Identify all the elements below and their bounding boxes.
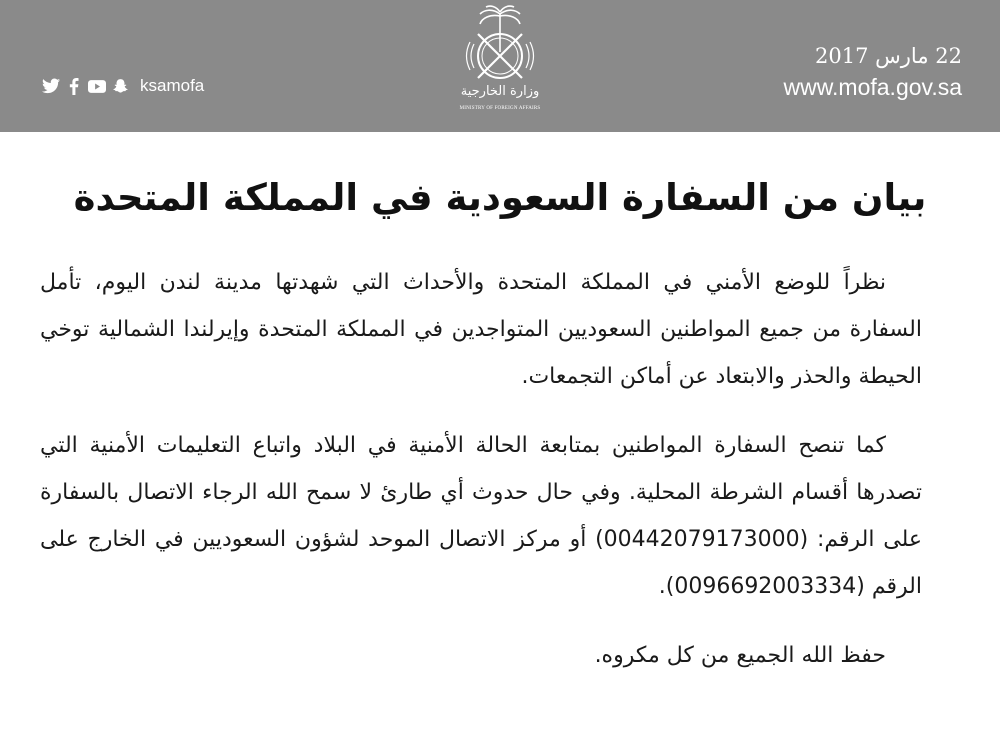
social-handle[interactable]: ksamofa: [140, 76, 205, 95]
statement-title: بيان من السفارة السعودية في المملكة المتحدة: [73, 176, 927, 219]
twitter-icon[interactable]: [42, 77, 60, 95]
statement-paragraph-2: كما تنصح السفارة المواطنين بمتابعة الحالة الأمنية في البلاد واتباع التعليمات الأمنية التي تصدرها أقسام الشرطة المحلية. وفي حال حدوث أي طارئ لا سمح الله الرجاء الاتصال بالسفارة على الرقم: (00442079173000) أو مركز الاتصال الموحد لشؤون السعوديين في الخارج على الرقم (0096692003334).: [40, 433, 923, 599]
snapchat-icon[interactable]: [111, 77, 129, 95]
header-banner: [0, 0, 1000, 132]
statement-body: [40, 176, 960, 679]
facebook-icon[interactable]: [65, 77, 83, 95]
youtube-icon[interactable]: [88, 77, 106, 95]
social-links: [42, 76, 204, 96]
logo-arabic-text: وزارة الخارجية: [460, 84, 540, 99]
statement-date: 22 مارس 2017: [815, 44, 962, 68]
statement-closing: حفظ الله الجميع من كل مكروه.: [594, 643, 886, 668]
logo-english-text: MINISTRY OF FOREIGN AFFAIRS: [459, 106, 541, 111]
website-link[interactable]: www.mofa.gov.sa: [783, 74, 962, 100]
statement-paragraph-1: نظراً للوضع الأمني في المملكة المتحدة والأحداث التي شهدتها مدينة لندن اليوم، تأمل السفارة من جميع المواطنين السعوديين المتواجدين في المملكة المتحدة وإيرلندا الشمالية توخي الحيطة والحذر والابتعاد عن أماكن التجمعات.: [40, 270, 922, 389]
